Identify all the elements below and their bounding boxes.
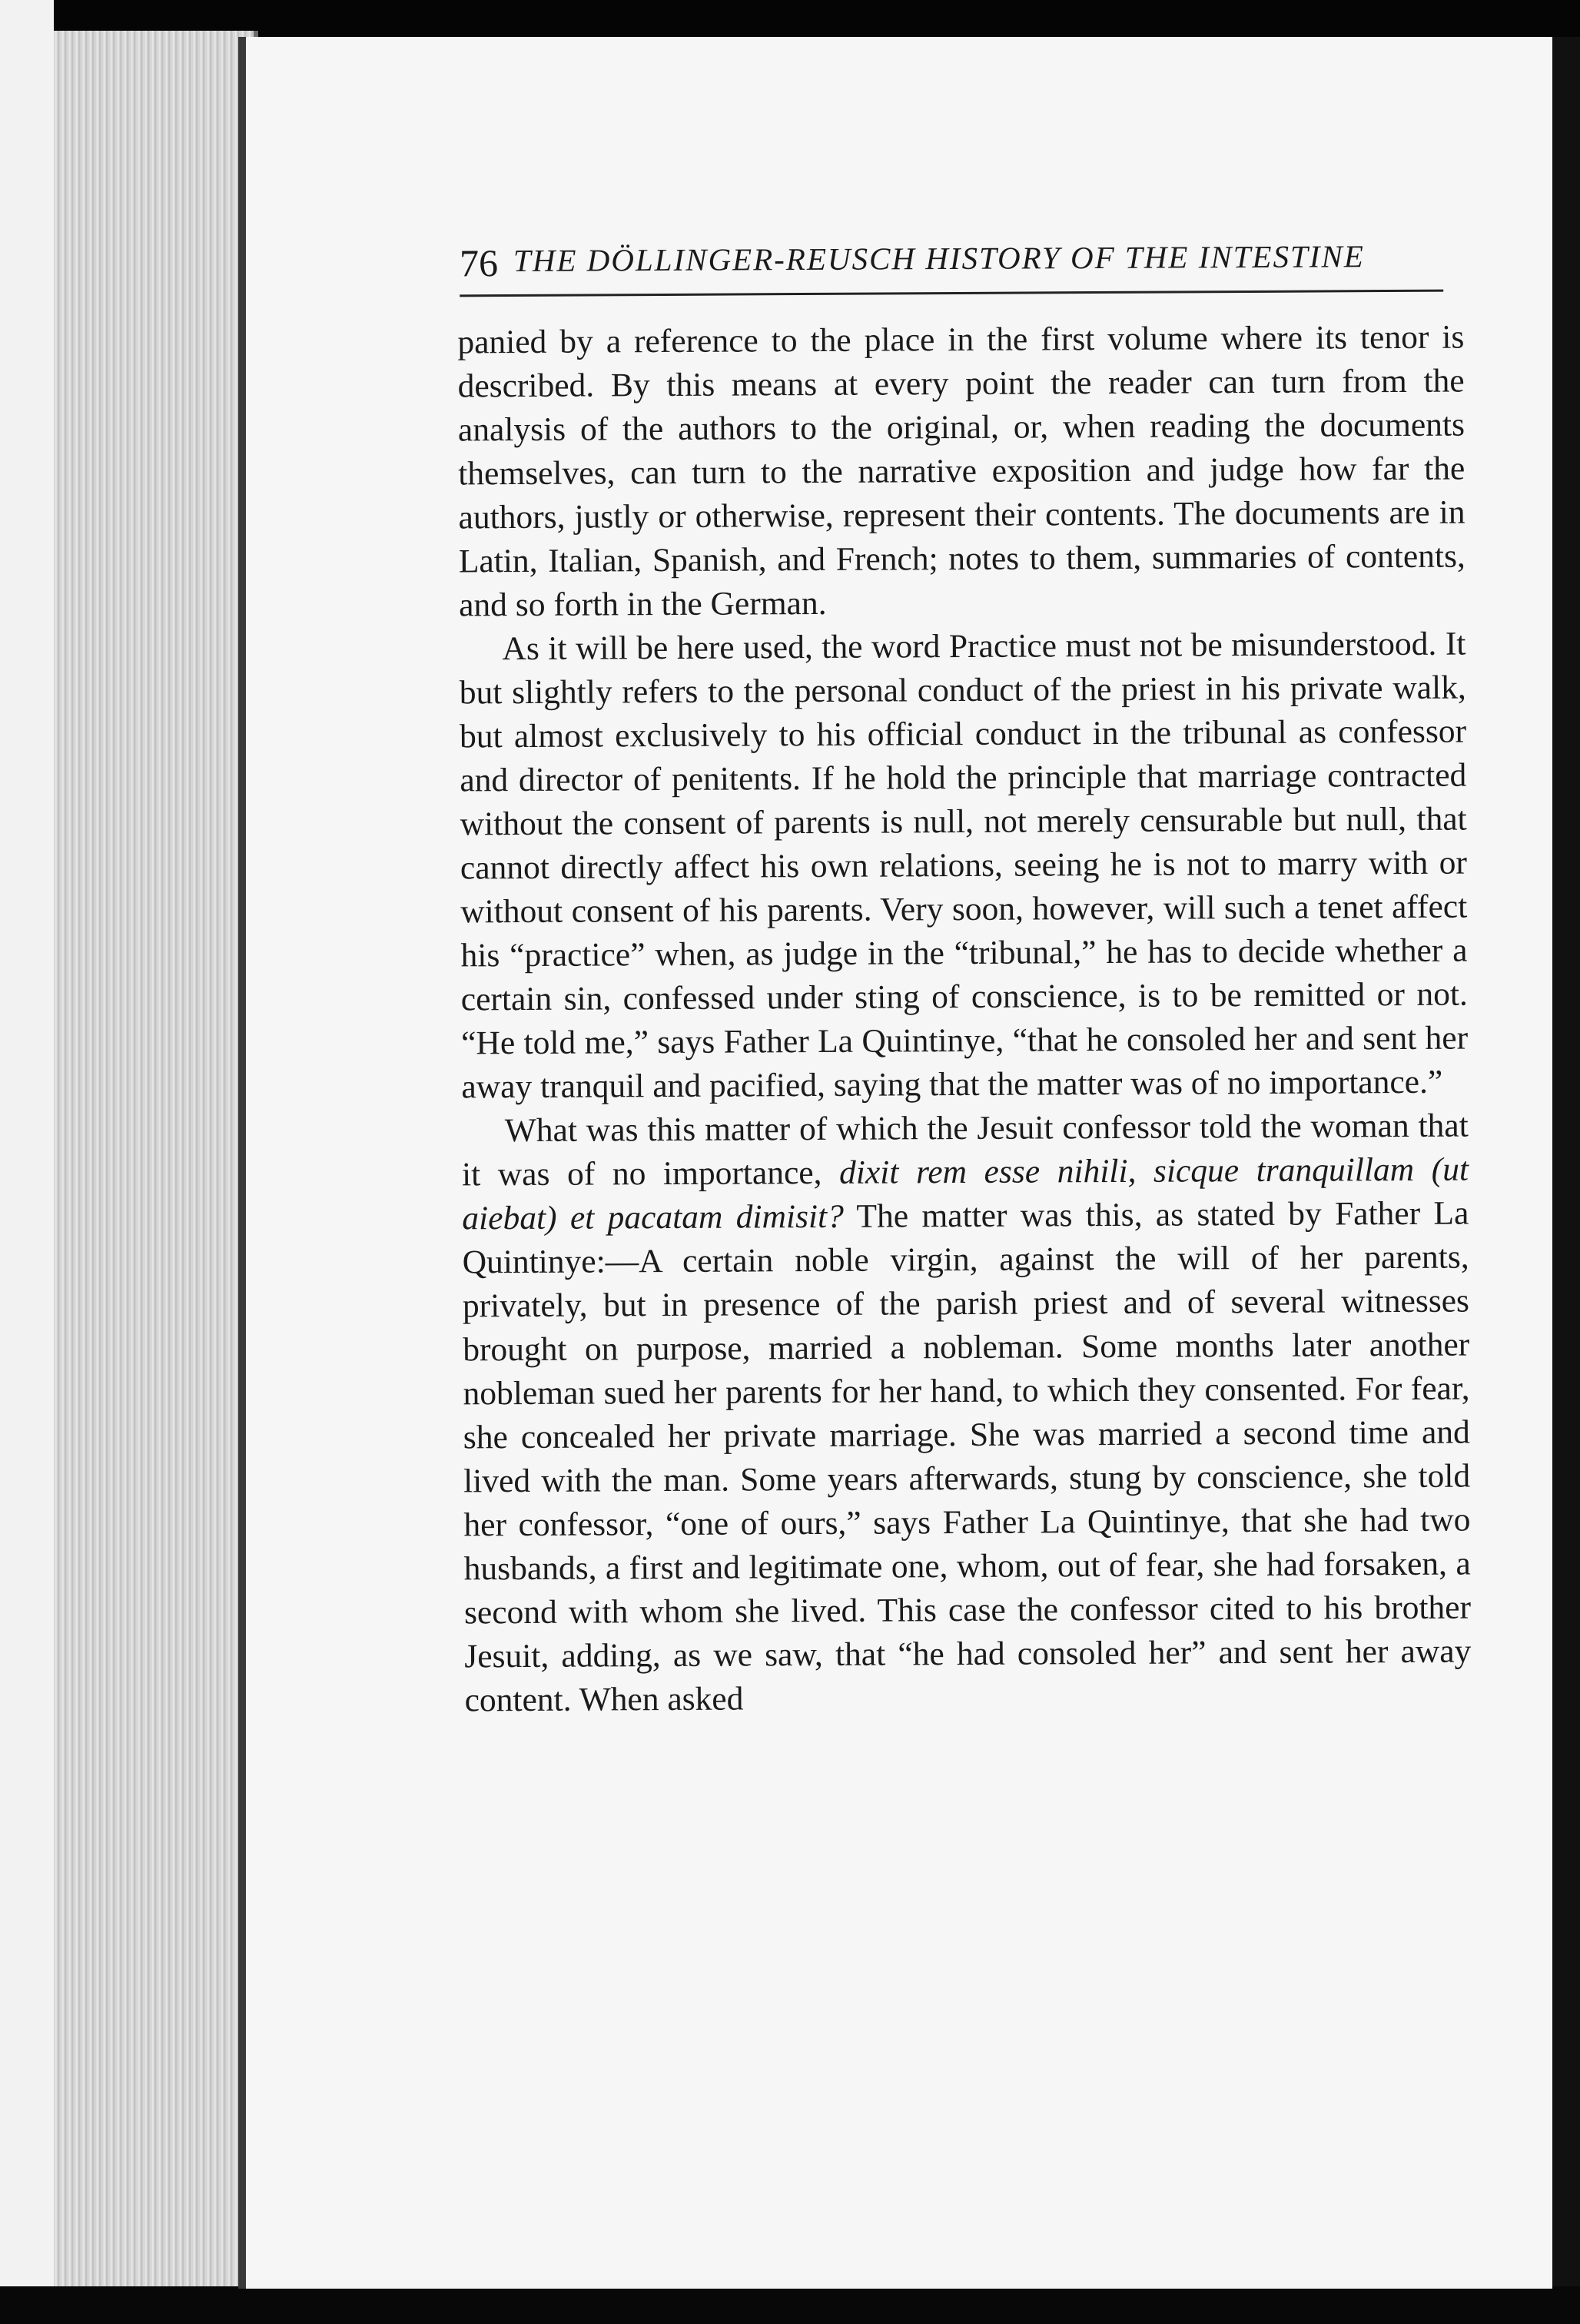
paragraph-1: panied by a reference to the place in the first volume where its tenor is described. By this means at every point the reader can turn from the analysis of the authors to the original, or, when reading the documents themselves, can turn to the narrative exposition and judge how far the authors, justly or otherwise, represent their contents. The documents are in Latin, Italian, Spanish, and French; notes to them, summaries of contents, and so forth in the German. [457,318,1465,624]
running-head-title: THE DÖLLINGER-REUSCH HISTORY OF THE INTESTINE [513,238,1365,278]
body-text [457,316,1472,1723]
scan-left-margin [0,0,54,2324]
scan-bottom-border [0,2286,1580,2324]
paragraph-3-rest: The matter was this, as stated by Father La Quintinye:—A certain noble virgin, against the will of her parents, privately, but in presence of the parish priest and of several witnesses brought on purpose, married a nobleman. Some months later another nobleman sued her parents for her hand, to which they consented. For fear, she concealed her private marriage. She was married a second time and lived with the man. Some years afterwards, stung by conscience, she told her confessor, “one of ours,” says Father La Quintinye, that she had two husbands, a first and legitimate one, whom, out of fear, she had forsaken, a second with whom she lived. This case the confessor cited to his brother Jesuit, adding, as we saw, that “he had consoled her” and sent her away content. When asked [462,1194,1472,1719]
latin-quotation: dixit rem esse nihili, sicque tranquillam (ut aiebat) et pacatam dimisit? [462,1150,1469,1237]
page-number: 76 [459,241,499,285]
paragraph-3 [462,1104,1472,1723]
book-page-edges [54,31,258,2286]
paragraph-3-start: What was this matter of which the Jesuit confessor told the woman that it was of no importance, [461,1107,1469,1194]
paragraph-2: As it will be here used, the word Practice must not be misunderstood. It but slightly refers to the personal conduct of the priest in his private walk, but almost exclusively to his official conduct in the tribunal as confessor and director of penitents. If he hold the principle that marriage contracted without the consent of parents is null, not merely censurable but null, that cannot directly affect his own relations, seeing he is not to marry with or without consent of his parents. Very soon, however, will such a tenet affect his “practice” when, as judge in the “tribunal,” he has to decide whether a certain sin, confessed under sting of conscience, is to be remitted or not. “He told me,” says Father La Quintinye, “that he consoled her and sent her away tranquil and pacified, saying that the matter was of no importance.” [459,625,1469,1106]
running-head [460,228,1443,297]
